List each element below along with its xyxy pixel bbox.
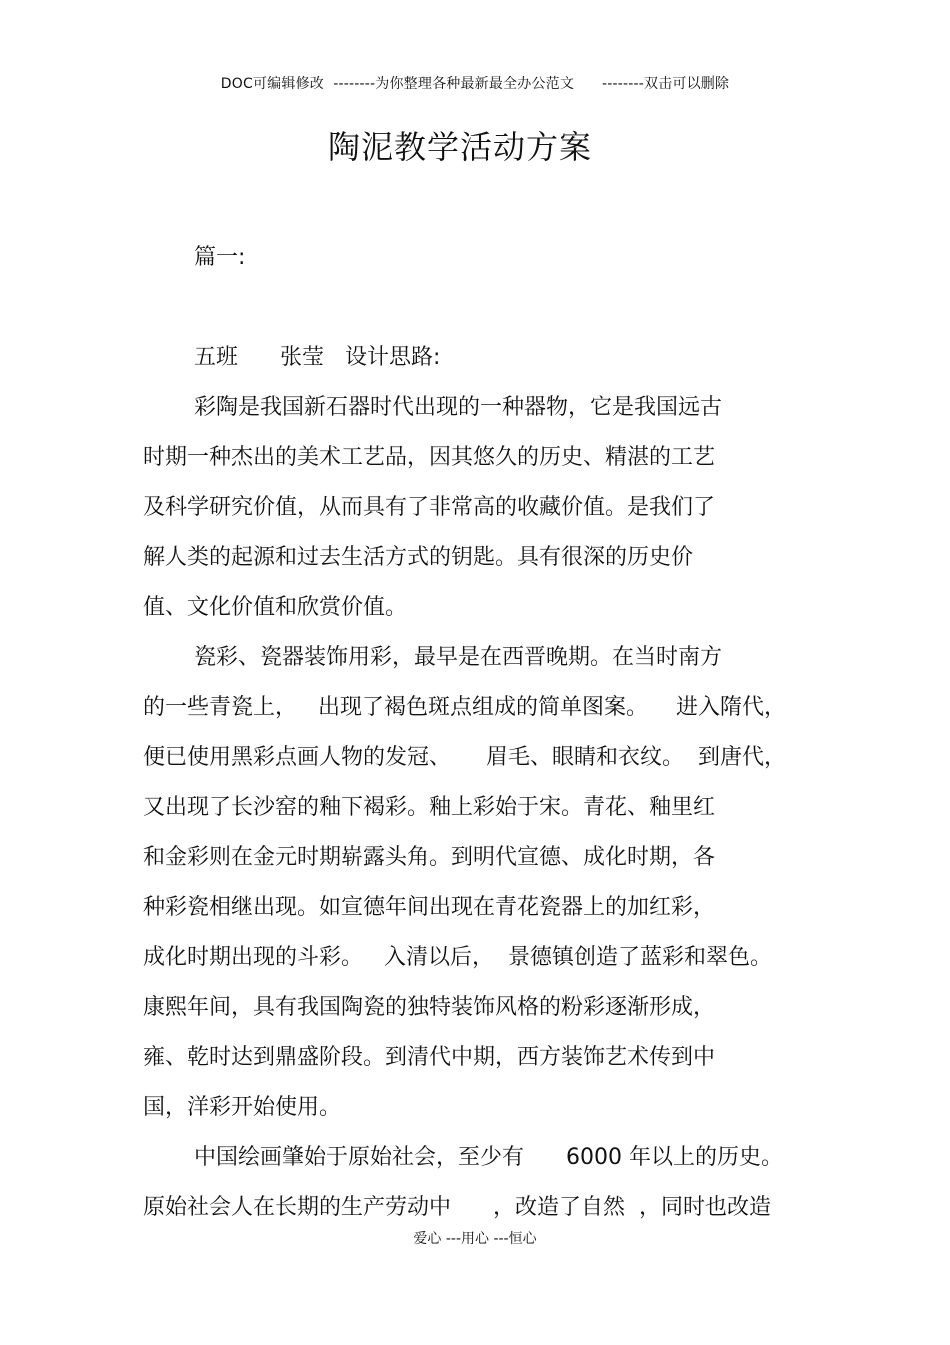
paragraph-line: 中国绘画肇始于原始社会，至少有 6000 年以上的历史。 (194, 1145, 783, 1170)
paragraph-line: 解人类的起源和过去生活方式的钥匙。具有很深的历史价 (143, 545, 694, 570)
paragraph-line: 瓷彩、瓷器装饰用彩，最早是在西晋晚期。在当时南方 (194, 645, 723, 670)
paragraph-line: 又出现了长沙窑的釉下褐彩。釉上彩始于宋。青花、釉里红 (143, 795, 716, 820)
paragraph-line: 种彩瓷相继出现。如宣德年间出现在青花瓷器上的加红彩， (143, 895, 716, 920)
paragraph-line: 值、文化价值和欣赏价值。 (143, 595, 408, 620)
paragraph-line: 康熙年间，具有我国陶瓷的独特装饰风格的粉彩逐渐形成， (143, 995, 716, 1020)
paragraph-line: 彩陶是我国新石器时代出现的一种器物，它是我国远古 (194, 395, 723, 420)
paragraph-line: 便已使用黑彩点画人物的发冠、 眉毛、眼睛和衣纹。 到唐代， (143, 745, 786, 770)
paragraph-line: 雍、乾时达到鼎盛阶段。到清代中期，西方装饰艺术传到中 (143, 1045, 716, 1070)
page-footer: 爱心 ---用心 ---恒心 (413, 1231, 537, 1247)
paragraph-line: 时期一种杰出的美术工艺品，因其悠久的历史、精湛的工艺 (143, 445, 716, 470)
paragraph-line: 和金彩则在金元时期崭露头角。到明代宣德、成化时期，各 (143, 845, 716, 870)
paragraph-line: 原始社会人在长期的生产劳动中 ，改造了自然 ，同时也改造 (143, 1195, 771, 1220)
document-title: 陶泥教学活动方案 (327, 128, 592, 166)
page-header: DOC可编辑修改 --------为你整理各种最新最全办公范文 --------双击可以删除 (220, 76, 730, 92)
paragraph-line: 的一些青瓷上， 出现了褐色斑点组成的简单图案。 进入隋代， (143, 695, 786, 720)
section-label: 篇一: (194, 245, 246, 270)
paragraph-line: 国，洋彩开始使用。 (143, 1095, 342, 1120)
paragraph-line: 及科学研究价值，从而具有了非常高的收藏价值。是我们了 (143, 495, 716, 520)
paragraph-line: 成化时期出现的斗彩。 入清以后， 景德镇创造了蓝彩和翠色。 (143, 945, 772, 970)
byline: 五班 张莹 设计思路: (194, 345, 441, 370)
